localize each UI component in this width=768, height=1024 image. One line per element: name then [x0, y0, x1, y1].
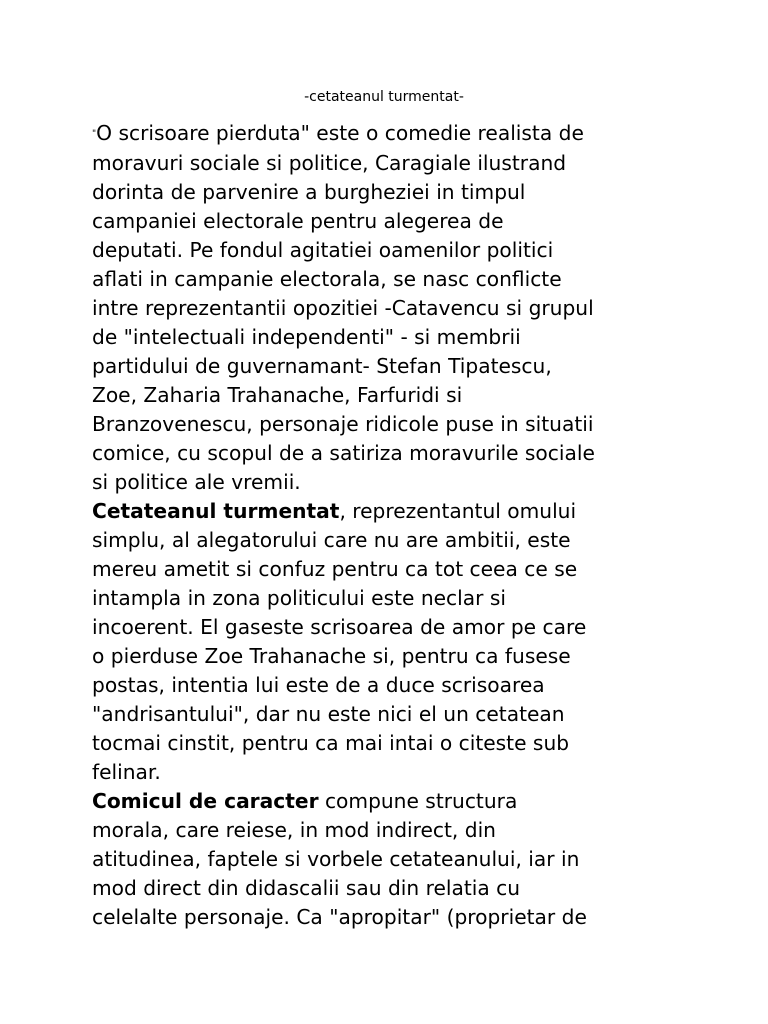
text-line: de "intelectuali independenti" - si membrii	[92, 325, 521, 349]
text-line: intre reprezentantii opozitiei -Catavencu si grupul	[92, 296, 594, 320]
paragraph-cetateanul	[92, 497, 692, 787]
text-line: campaniei electorale pentru alegerea de	[92, 209, 504, 233]
opening-quote-mark: "	[92, 129, 97, 139]
text-line: "andrisantului", dar nu este nici el un cetatean	[92, 702, 565, 726]
text-line: O scrisoare pierduta" este o comedie realista de	[96, 121, 584, 145]
text-line: Branzovenescu, personaje ridicole puse in situatii	[92, 412, 594, 436]
text-line: morala, care reiese, in mod indirect, din	[92, 818, 496, 842]
paragraph-comicul	[92, 787, 692, 932]
document-body	[92, 119, 692, 932]
text-line: deputati. Pe fondul agitatiei oamenilor politici	[92, 238, 554, 262]
text-line: , reprezentantul omului	[339, 499, 577, 523]
text-line: comice, cu scopul de a satiriza moravurile sociale	[92, 441, 595, 465]
text-line: atitudinea, faptele si vorbele cetateanului, iar in	[92, 847, 580, 871]
bold-term-cetateanul: Cetateanul turmentat	[92, 499, 340, 523]
text-line: Zoe, Zaharia Trahanache, Farfuridi si	[92, 383, 463, 407]
text-line: compune structura	[318, 789, 518, 813]
text-line: partidului de guvernamant- Stefan Tipatescu,	[92, 354, 552, 378]
text-line: tocmai cinstit, pentru ca mai intai o citeste sub	[92, 731, 570, 755]
text-line: intampla in zona politicului este neclar si	[92, 586, 506, 610]
text-line: simplu, al alegatorului care nu are ambitii, este	[92, 528, 571, 552]
text-line: postas, intentia lui este de a duce scrisoarea	[92, 673, 545, 697]
paragraph-intro	[92, 119, 692, 497]
bold-term-comicul: Comicul de caracter	[92, 789, 319, 813]
text-line: dorinta de parvenire a burgheziei in timpul	[92, 180, 526, 204]
text-line: incoerent. El gaseste scrisoarea de amor pe care	[92, 615, 587, 639]
text-line: aflati in campanie electorala, se nasc conflicte	[92, 267, 562, 291]
text-line: mod direct din didascalii sau din relatia cu	[92, 876, 521, 900]
text-line: celelalte personaje. Ca "apropitar" (proprietar de	[92, 905, 587, 929]
text-line: o pierduse Zoe Trahanache si, pentru ca fusese	[92, 644, 571, 668]
text-line: moravuri sociale si politice, Caragiale ilustrand	[92, 151, 567, 175]
text-line: felinar.	[92, 760, 161, 784]
text-line: si politice ale vremii.	[92, 470, 301, 494]
document-title: -cetateanul turmentat-	[304, 89, 464, 105]
text-line: mereu ametit si confuz pentru ca tot ceea ce se	[92, 557, 578, 581]
